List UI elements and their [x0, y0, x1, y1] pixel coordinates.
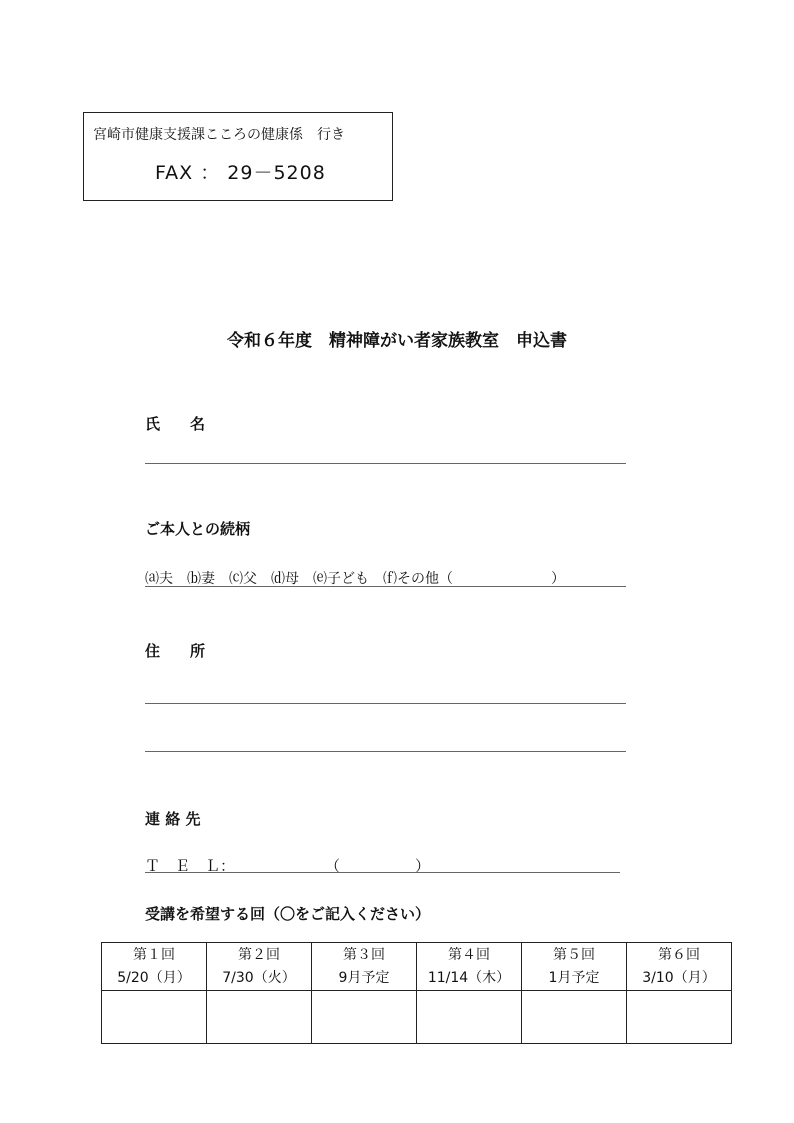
session-date: 5/20（月） [117, 969, 191, 986]
session-cell [522, 943, 627, 991]
session-1-check-cell[interactable] [102, 991, 207, 1044]
name-input-line[interactable] [145, 463, 626, 464]
session-cell [102, 943, 207, 991]
session-2-check-cell[interactable] [207, 991, 312, 1044]
session-5-check-cell[interactable] [522, 991, 627, 1044]
page-title: 令和６年度 精神障がい者家族教室 申込書 [227, 331, 567, 351]
fax-destination: 宮崎市健康支援課こころの健康係 行き [93, 127, 345, 143]
session-date: 3/10（月） [642, 969, 716, 986]
session-date: 7/30（火） [222, 969, 296, 986]
table-row [102, 991, 732, 1044]
session-6-check-cell[interactable] [627, 991, 732, 1044]
session-number: 第３回 [343, 946, 385, 963]
session-number: 第６回 [658, 946, 700, 963]
address-label: 住 所 [145, 642, 206, 660]
table-row [102, 943, 732, 991]
session-number: 第２回 [238, 946, 280, 963]
tel-field[interactable]: Ｔ Ｅ Ｌ： （ ） [145, 857, 431, 875]
session-cell [627, 943, 732, 991]
session-4-check-cell[interactable] [417, 991, 522, 1044]
session-3-check-cell[interactable] [312, 991, 417, 1044]
address-input-line-2[interactable] [145, 751, 626, 752]
session-number: 第４回 [448, 946, 490, 963]
contact-label: 連 絡 先 [145, 810, 201, 828]
session-number: 第５回 [553, 946, 595, 963]
relationship-options[interactable]: ⒜夫 ⒝妻 ⒞父 ⒟母 ⒠子ども ⒡その他（ ） [145, 571, 565, 587]
tel-underline [145, 872, 620, 873]
name-label: 氏 名 [145, 415, 206, 433]
session-date: 11/14（木） [427, 969, 511, 986]
fax-destination-box [83, 112, 393, 201]
session-cell [417, 943, 522, 991]
session-cell [312, 943, 417, 991]
address-input-line-1[interactable] [145, 703, 626, 704]
session-cell [207, 943, 312, 991]
session-number: 第１回 [133, 946, 175, 963]
sessions-table [101, 942, 732, 1044]
session-date: 9月予定 [338, 969, 390, 986]
fax-number: FAX ： 29－5208 [155, 162, 326, 184]
relationship-underline [145, 586, 626, 587]
relationship-label: ご本人との続柄 [145, 520, 251, 538]
sessions-heading: 受講を希望する回（〇をご記入ください） [145, 905, 431, 923]
session-date: 1月予定 [548, 969, 600, 986]
